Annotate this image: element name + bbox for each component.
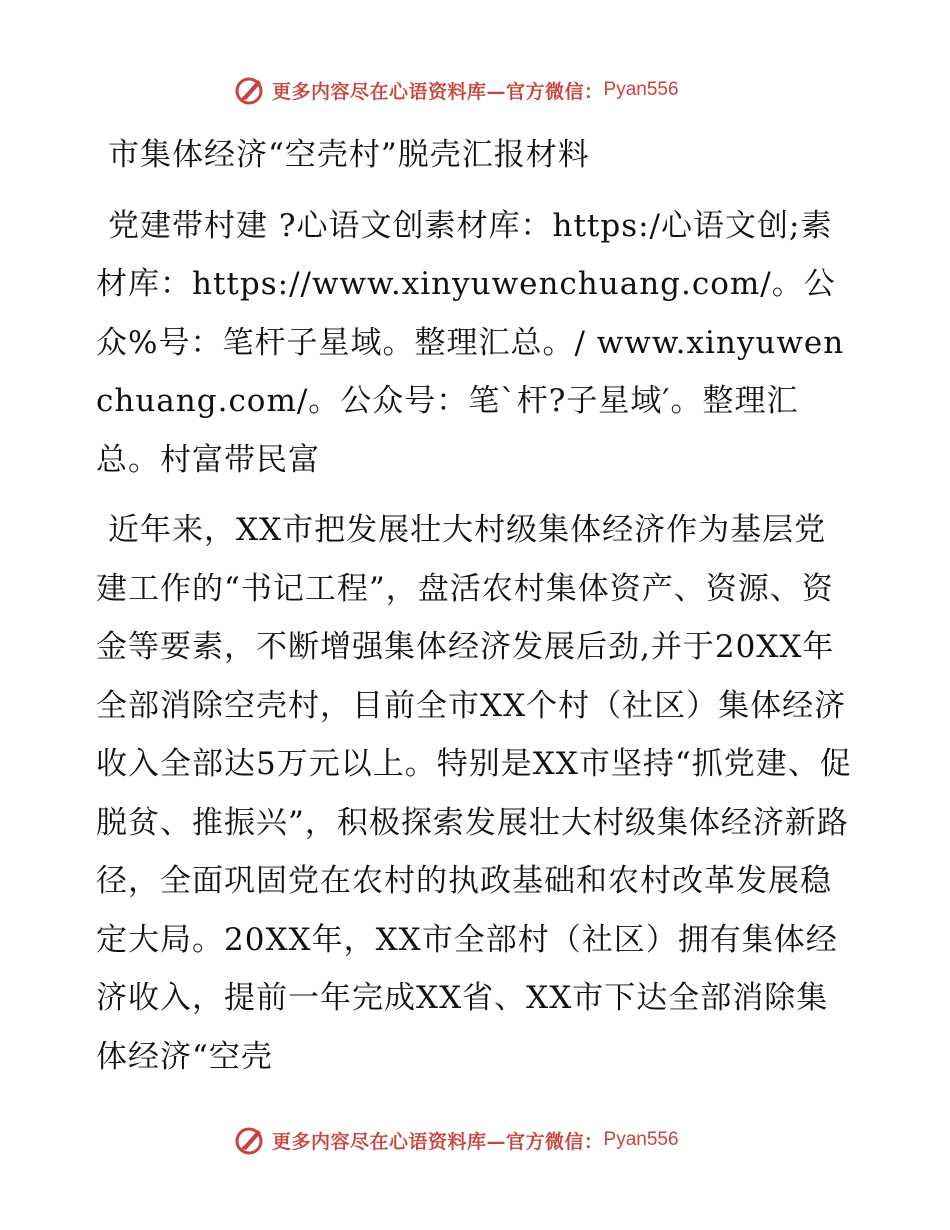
quill-logo-icon <box>234 1124 266 1156</box>
footer-banner <box>234 1122 754 1158</box>
banner-wechat-handle: Pyan556 <box>603 79 679 100</box>
paragraph: 近年来，XX市把发展壮大村级集体经济作为基层党建工作的“书记工程”，盘活农村集体资产、资源、资金等要素，不断增强集体经济发展后劲,并于20XX年全部消除空壳村，目前全市XX个村（社区）集体经济收入全部达5万元以上。特别是XX市坚持“抓党建、促脱贫、推振兴”，积极探索发展壮大村级集体经济新路径，全面巩固党在农村的执政基础和农村改革发展稳定大局。20XX年，XX市全部村（社区）拥有集体经济收入，提前一年完成XX省、XX市下达全部消除集体经济“空壳 <box>96 512 852 1075</box>
document-body <box>96 126 856 1086</box>
document-title: 市集体经济“空壳村”脱壳汇报材料 <box>108 137 590 173</box>
header-banner <box>234 72 754 108</box>
banner-text: 更多内容尽在心语资料库—官方微信： <box>272 1130 604 1153</box>
banner-wechat-handle: Pyan556 <box>603 1129 679 1150</box>
banner-text: 更多内容尽在心语资料库—官方微信： <box>272 80 604 103</box>
quill-logo-icon <box>234 74 266 106</box>
paragraph: 党建带村建 ?心语文创素材库：https:/心语文创;素材库：https://www.xinyuwenchuang.com/。公众%号：笔杆子星域。整理汇总。/ www.xinyuwenchuang.com/。公众号：笔`杆?子星域′。整理汇总。村富带民富 <box>96 207 845 478</box>
